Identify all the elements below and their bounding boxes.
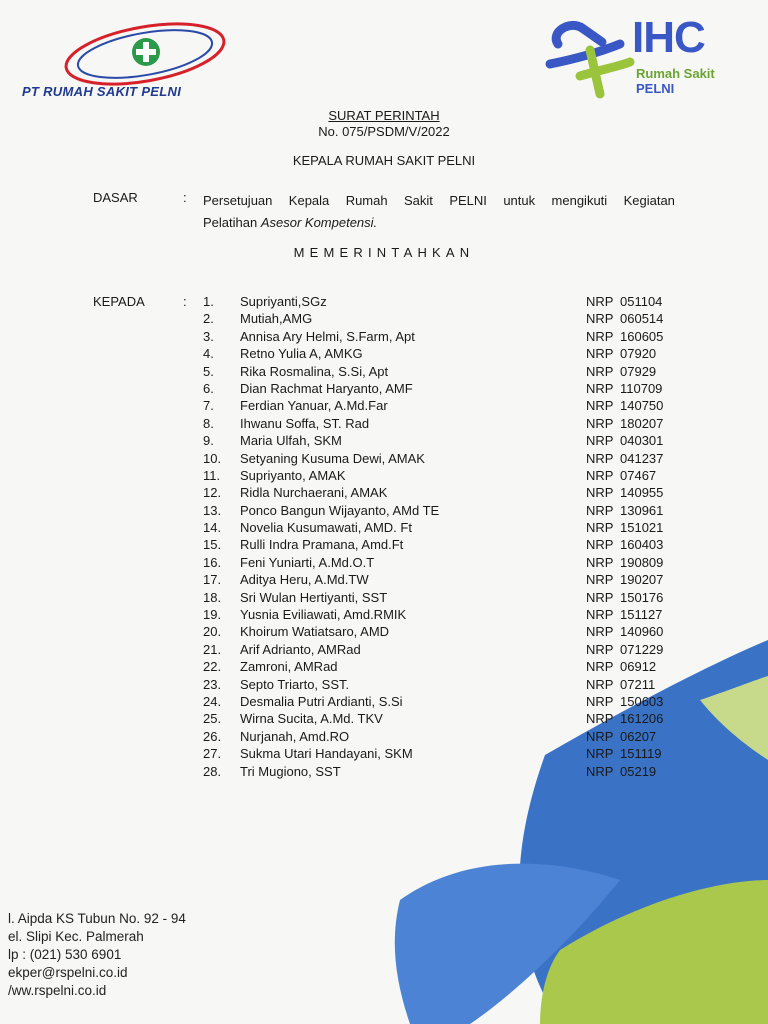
recipient-nrp-label: NRP <box>586 763 614 779</box>
recipient-number: 17. <box>203 572 222 588</box>
footer-line-phone: lp : (021) 530 6901 <box>8 947 122 962</box>
recipient-nrp-label: NRP <box>586 607 614 623</box>
recipient-row <box>203 571 683 588</box>
dasar-word: Rumah <box>345 193 388 208</box>
recipient-nrp-label: NRP <box>586 346 614 362</box>
recipient-nrp-value: 06912 <box>620 659 657 675</box>
recipient-nrp-label: NRP <box>586 450 614 466</box>
recipient-nrp-label: NRP <box>586 572 614 588</box>
recipient-nrp-value: 071229 <box>620 641 664 657</box>
recipient-number: 10. <box>203 450 222 466</box>
dasar-word: untuk <box>503 193 536 208</box>
dasar-text <box>203 190 675 234</box>
recipient-nrp-value: 180207 <box>620 415 664 431</box>
recipient-name: Sri Wulan Hertiyanti, SST <box>240 589 388 605</box>
recipient-name: Rulli Indra Pramana, Amd.Ft <box>240 537 404 553</box>
recipient-nrp-value: 140750 <box>620 398 664 414</box>
recipient-row <box>203 728 683 745</box>
recipient-row <box>203 589 683 606</box>
recipient-nrp-value: 151119 <box>620 746 662 762</box>
recipient-nrp-label: NRP <box>586 711 614 727</box>
recipient-nrp-value: 051104 <box>620 294 663 309</box>
recipient-nrp-value: 041237 <box>620 450 664 466</box>
recipient-nrp-label: NRP <box>586 624 614 640</box>
recipient-name: Yusnia Eviliawati, Amd.RMIK <box>240 607 407 623</box>
recipient-name: Tri Mugiono, SST <box>240 763 341 779</box>
recipient-nrp-label: NRP <box>586 641 614 657</box>
recipient-row <box>203 310 683 327</box>
recipient-row <box>203 328 683 345</box>
recipient-nrp-label: NRP <box>586 485 614 501</box>
footer-line-website: /ww.rspelni.co.id <box>8 983 107 998</box>
recipient-nrp-label: NRP <box>586 676 614 692</box>
command-heading: MEMERINTAHKAN <box>293 245 475 260</box>
recipient-nrp-label: NRP <box>586 380 614 396</box>
recipient-name: Khoirum Watiatsaro, AMD <box>240 624 390 640</box>
recipient-row <box>203 345 683 362</box>
kepada-colon: : <box>183 294 187 309</box>
letter-title-text: SURAT PERINTAH <box>328 108 440 123</box>
recipient-nrp-value: 040301 <box>620 433 664 449</box>
recipient-name: Supriyanti,SGz <box>240 294 327 309</box>
dasar-word: Persetujuan <box>203 193 273 208</box>
recipient-nrp-label: NRP <box>586 363 614 379</box>
recipient-row <box>203 623 683 640</box>
dasar-word: Kegiatan <box>623 193 675 208</box>
dasar-word: mengikuti <box>551 193 608 208</box>
recipient-nrp-label: NRP <box>586 294 614 309</box>
dasar-line-1 <box>203 190 675 212</box>
footer-line-address: l. Aipda KS Tubun No. 92 - 94 <box>8 911 186 926</box>
recipient-nrp-value: 07467 <box>620 467 657 483</box>
recipient-name: Nurjanah, Amd.RO <box>240 728 350 744</box>
recipient-row <box>203 554 683 571</box>
recipient-name: Setyaning Kusuma Dewi, AMAK <box>240 450 425 466</box>
recipient-row <box>203 536 683 553</box>
recipient-number: 8. <box>203 415 214 431</box>
recipient-nrp-value: 110709 <box>620 380 663 396</box>
recipient-name: Wirna Sucita, A.Md. TKV <box>240 711 383 727</box>
recipient-number: 21. <box>203 641 222 657</box>
kepada-label: KEPADA <box>93 294 145 309</box>
dasar-word: Sakit <box>404 193 433 208</box>
recipient-nrp-value: 160403 <box>620 537 664 553</box>
recipient-nrp-value: 07929 <box>620 363 657 379</box>
recipient-row <box>203 450 683 467</box>
org-name-left: PT RUMAH SAKIT PELNI <box>22 84 182 99</box>
recipient-name: Aditya Heru, A.Md.TW <box>240 572 369 588</box>
recipient-row <box>203 641 683 658</box>
recipient-row <box>203 432 683 449</box>
recipient-list <box>203 293 683 780</box>
ihc-logo-text: IHC <box>632 13 705 62</box>
recipient-nrp-value: 140955 <box>620 485 664 501</box>
recipient-number: 12. <box>203 485 222 501</box>
recipient-row <box>203 676 683 693</box>
recipient-nrp-label: NRP <box>586 589 614 605</box>
ihc-logo-sub2: PELNI <box>636 81 675 96</box>
recipient-name: Septo Triarto, SST. <box>240 676 350 692</box>
dasar-word: Kepala <box>288 193 330 208</box>
recipient-nrp-value: 190809 <box>620 554 664 570</box>
letter-issuer: KEPALA RUMAH SAKIT PELNI <box>292 153 476 168</box>
recipient-number: 7. <box>203 398 214 414</box>
dasar-line-2-italic: Asesor Kompetensi. <box>260 215 378 230</box>
recipient-nrp-label: NRP <box>586 311 614 327</box>
recipient-row <box>203 293 683 310</box>
recipient-row <box>203 484 683 501</box>
recipient-nrp-value: 151021 <box>620 520 664 536</box>
recipient-number: 13. <box>203 502 222 518</box>
recipient-number: 3. <box>203 328 214 344</box>
recipient-number: 20. <box>203 624 222 640</box>
footer-line-district: el. Slipi Kec. Palmerah <box>8 929 144 944</box>
recipient-nrp-value: 07920 <box>620 346 657 362</box>
recipient-nrp-value: 140960 <box>620 624 664 640</box>
recipient-number: 2. <box>203 311 214 327</box>
recipient-number: 22. <box>203 659 222 675</box>
recipient-row <box>203 710 683 727</box>
recipient-nrp-label: NRP <box>586 520 614 536</box>
recipient-number: 26. <box>203 728 222 744</box>
recipient-row <box>203 502 683 519</box>
recipient-row <box>203 415 683 432</box>
recipient-name: Sukma Utari Handayani, SKM <box>240 746 413 762</box>
dasar-colon: : <box>183 190 187 205</box>
recipient-nrp-value: 060514 <box>620 311 664 327</box>
recipient-nrp-label: NRP <box>586 537 614 553</box>
recipient-row <box>203 606 683 623</box>
recipient-nrp-value: 07211 <box>620 676 656 692</box>
recipient-nrp-value: 150176 <box>620 589 664 605</box>
recipient-number: 19. <box>203 607 222 623</box>
recipient-row <box>203 693 683 710</box>
recipient-nrp-value: 160605 <box>620 328 664 344</box>
recipient-nrp-value: 190207 <box>620 572 664 588</box>
recipient-nrp-label: NRP <box>586 659 614 675</box>
recipient-name: Ponco Bangun Wijayanto, AMd TE <box>240 502 440 518</box>
recipient-nrp-label: NRP <box>586 728 614 744</box>
letter-title <box>0 108 768 123</box>
recipient-row <box>203 467 683 484</box>
recipient-number: 5. <box>203 363 214 379</box>
recipient-nrp-label: NRP <box>586 554 614 570</box>
recipient-row <box>203 658 683 675</box>
recipient-name: Ferdian Yanuar, A.Md.Far <box>240 398 388 414</box>
recipient-name: Dian Rachmat Haryanto, AMF <box>240 380 413 396</box>
recipient-row <box>203 397 683 414</box>
recipient-name: Retno Yulia A, AMKG <box>240 346 363 362</box>
recipient-name: Novelia Kusumawati, AMD. Ft <box>240 520 412 536</box>
recipient-number: 15. <box>203 537 222 553</box>
recipient-name: Ridla Nurchaerani, AMAK <box>240 485 388 501</box>
recipient-row <box>203 363 683 380</box>
ihc-logo-sub1: Rumah Sakit <box>636 66 715 81</box>
recipient-name: Desmalia Putri Ardianti, S.Si <box>240 693 403 709</box>
recipient-number: 23. <box>203 676 222 692</box>
recipient-number: 11. <box>203 467 221 483</box>
recipient-nrp-label: NRP <box>586 415 614 431</box>
recipient-number: 27. <box>203 746 222 762</box>
dasar-label: DASAR <box>93 190 138 205</box>
recipient-row <box>203 745 683 762</box>
letter-number: No. 075/PSDM/V/2022 <box>318 124 450 139</box>
recipient-name: Arif Adrianto, AMRad <box>240 641 361 657</box>
recipient-number: 9. <box>203 433 214 449</box>
recipient-name: Supriyanto, AMAK <box>240 467 346 483</box>
recipient-nrp-value: 150603 <box>620 693 664 709</box>
recipient-number: 4. <box>203 346 214 362</box>
recipient-row <box>203 519 683 536</box>
recipient-nrp-value: 161206 <box>620 711 664 727</box>
recipient-name: Rika Rosmalina, S.Si, Apt <box>240 363 389 379</box>
recipient-nrp-label: NRP <box>586 398 614 414</box>
recipient-nrp-value: 151127 <box>620 607 663 623</box>
recipient-nrp-value: 130961 <box>620 502 664 518</box>
recipient-row <box>203 763 683 780</box>
recipient-nrp-label: NRP <box>586 693 614 709</box>
recipient-name: Zamroni, AMRad <box>240 659 338 675</box>
recipient-number: 18. <box>203 589 222 605</box>
recipient-name: Maria Ulfah, SKM <box>240 433 342 449</box>
recipient-nrp-label: NRP <box>586 502 614 518</box>
recipient-number: 14. <box>203 520 222 536</box>
recipient-name: Feni Yuniarti, A.Md.O.T <box>240 554 375 570</box>
recipient-nrp-value: 05219 <box>620 763 657 779</box>
recipient-name: Annisa Ary Helmi, S.Farm, Apt <box>240 328 415 344</box>
recipient-nrp-label: NRP <box>586 433 614 449</box>
footer-line-email: ekper@rspelni.co.id <box>8 965 128 980</box>
recipient-number: 6. <box>203 380 214 396</box>
recipient-nrp-label: NRP <box>586 467 614 483</box>
recipient-number: 24. <box>203 693 222 709</box>
recipient-nrp-value: 06207 <box>620 728 657 744</box>
recipient-number: 1. <box>203 294 214 309</box>
recipient-row <box>203 380 683 397</box>
recipient-name: Ihwanu Soffa, ST. Rad <box>240 415 370 431</box>
recipient-number: 25. <box>203 711 222 727</box>
recipient-nrp-label: NRP <box>586 746 614 762</box>
recipient-number: 16. <box>203 554 222 570</box>
recipient-number: 28. <box>203 763 222 779</box>
recipient-name: Mutiah,AMG <box>240 311 313 327</box>
dasar-line-2-plain: Pelatihan <box>203 215 261 230</box>
recipient-nrp-label: NRP <box>586 328 614 344</box>
dasar-line-2 <box>203 212 675 234</box>
footer-address <box>8 910 186 1000</box>
dasar-word: PELNI <box>449 193 487 208</box>
